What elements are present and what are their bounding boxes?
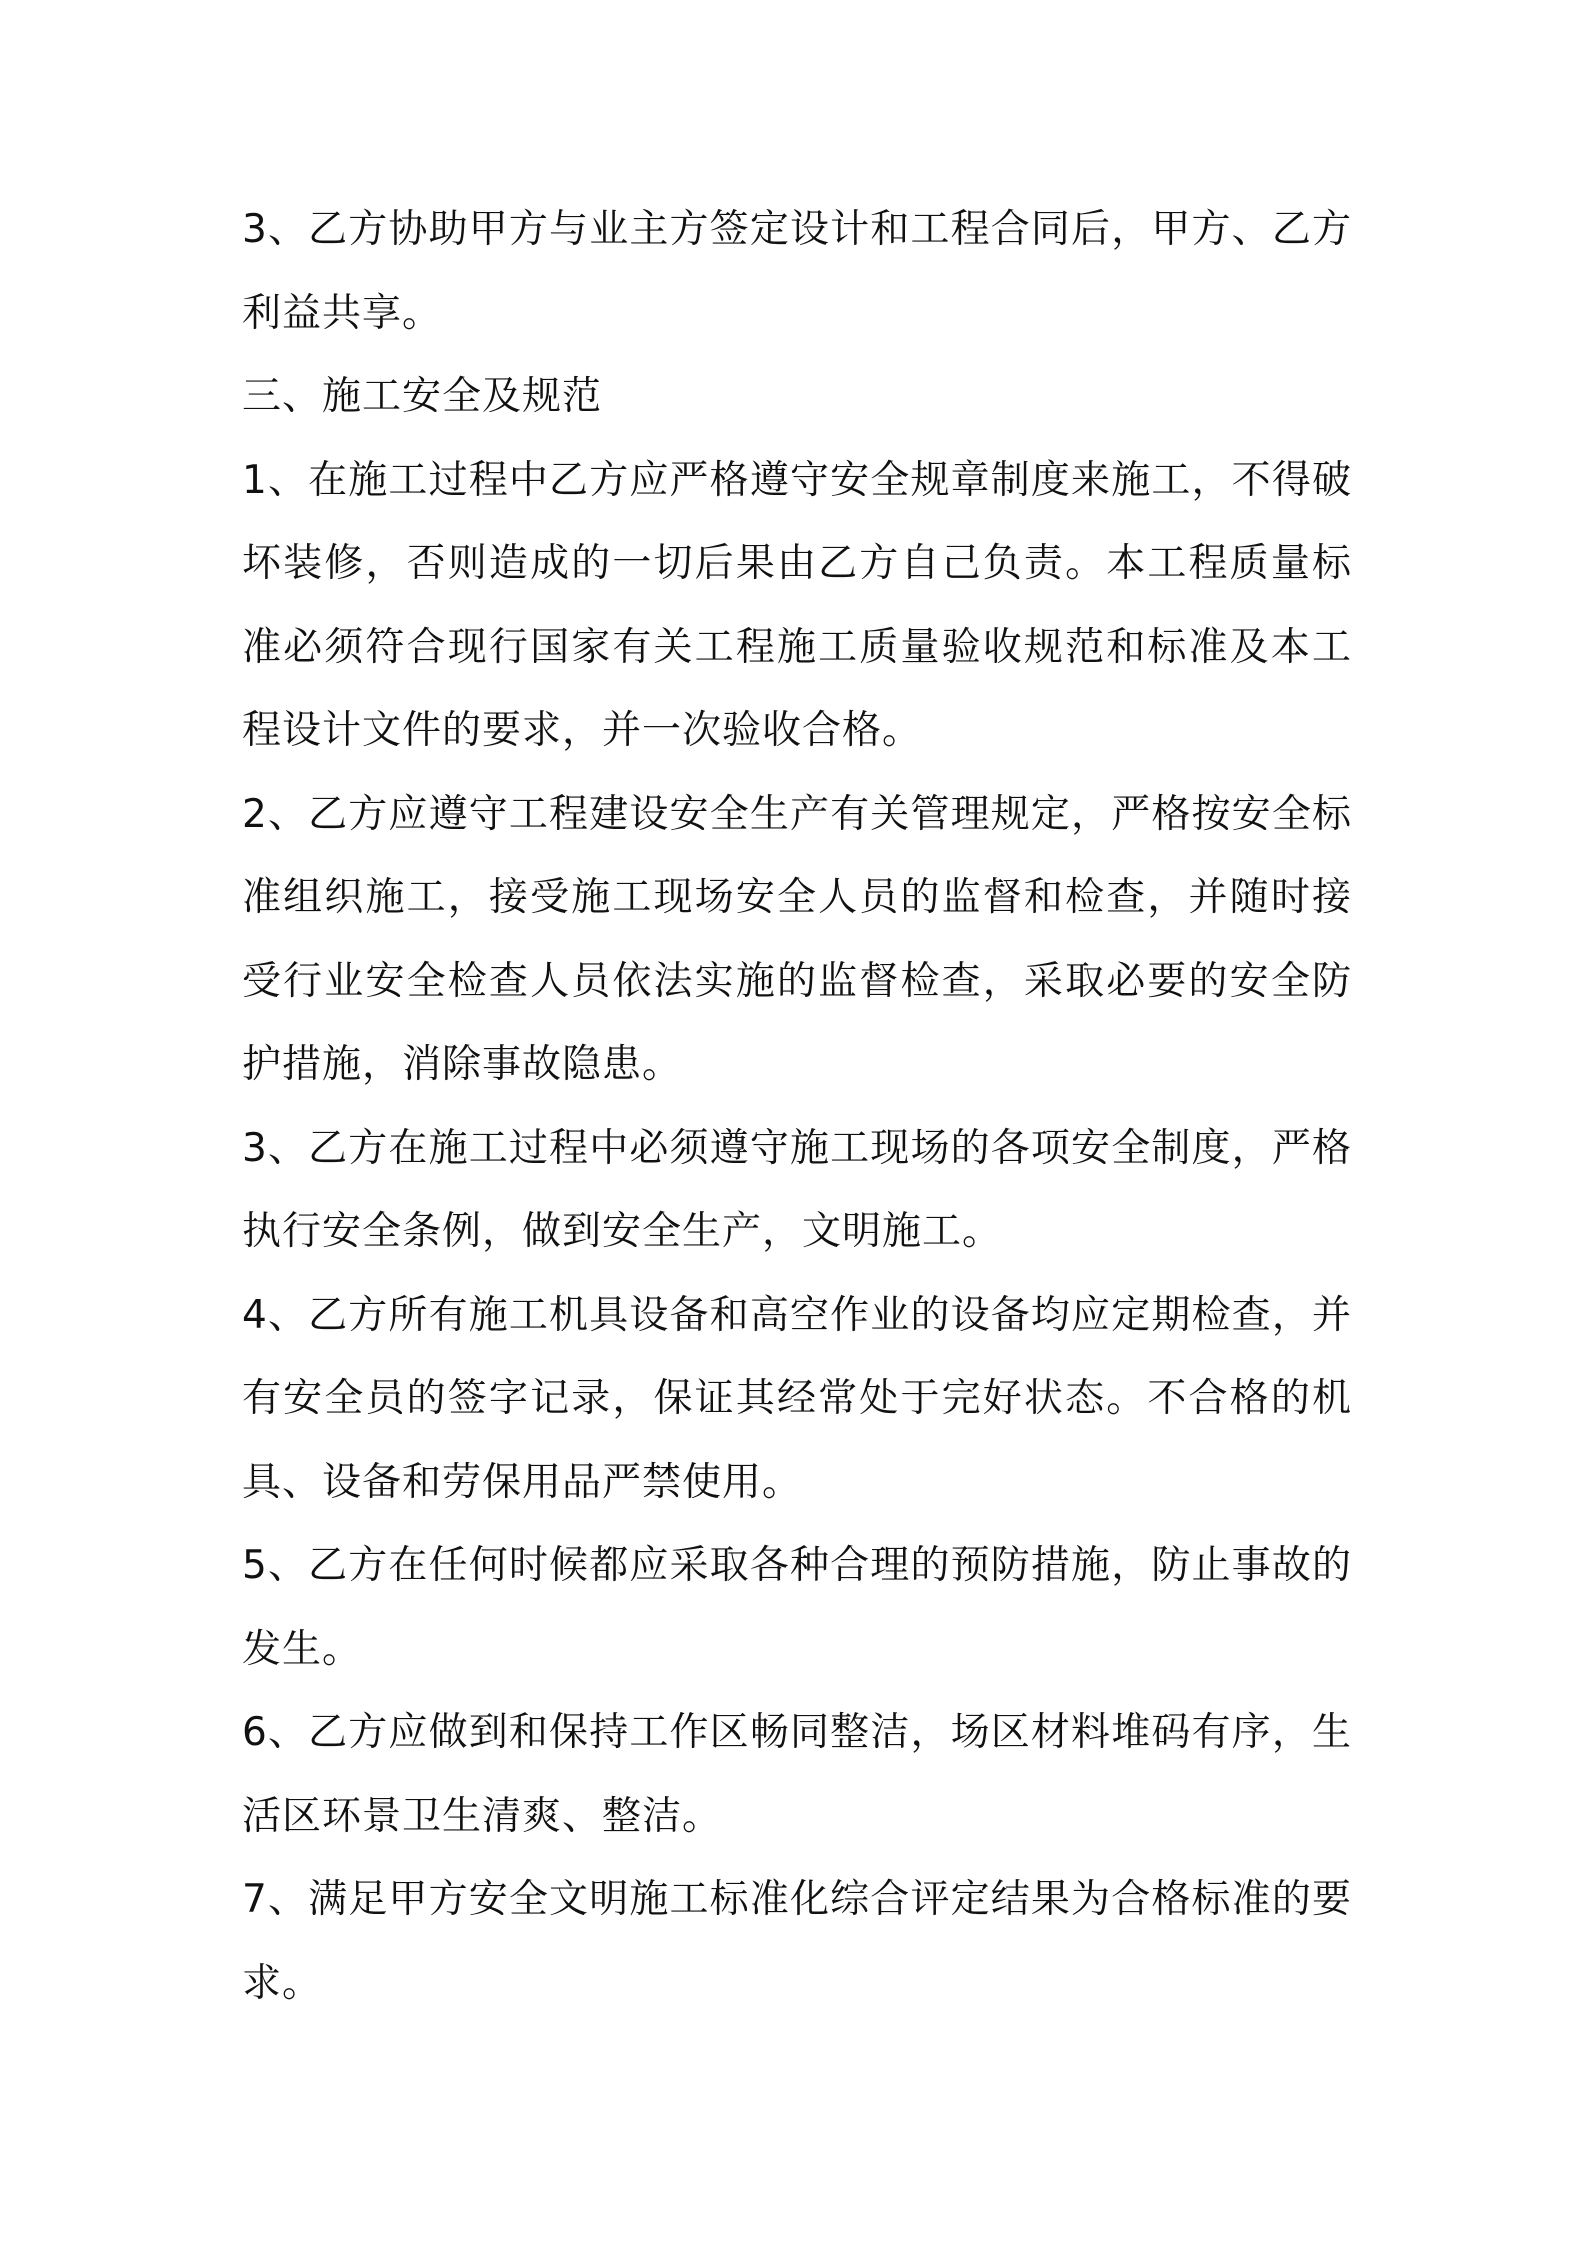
paragraph-safety-2: 2、乙方应遵守工程建设安全生产有关管理规定，严格按安全标准组织施工，接受施工现场安全人员的监督和检查，并随时接受行业安全检查人员依法实施的监督检查，采取必要的安全防护措施，消除事故隐患。 bbox=[242, 791, 1352, 1087]
paragraph-safety-1: 1、在施工过程中乙方应严格遵守安全规章制度来施工，不得破坏装修，否则造成的一切后果由乙方自己负责。本工程质量标准必须符合现行国家有关工程施工质量验收规范和标准及本工程设计文件的要求，并一次验收合格。 bbox=[242, 457, 1352, 753]
paragraph-safety-4: 4、乙方所有施工机具设备和高空作业的设备均应定期检查，并有安全员的签字记录，保证其经常处于完好状态。不合格的机具、设备和劳保用品严禁使用。 bbox=[242, 1292, 1352, 1505]
paragraph-clause-3-benefit: 3、乙方协助甲方与业主方签定设计和工程合同后，甲方、乙方利益共享。 bbox=[242, 207, 1352, 336]
paragraph-safety-5: 5、乙方在任何时候都应采取各种合理的预防措施，防止事故的发生。 bbox=[242, 1543, 1352, 1672]
paragraph-safety-7: 7、满足甲方安全文明施工标准化综合评定结果为合格标准的要求。 bbox=[242, 1877, 1352, 2006]
paragraph-safety-6: 6、乙方应做到和保持工作区畅同整洁，场区材料堆码有序，生活区环景卫生清爽、整洁。 bbox=[242, 1710, 1352, 1839]
paragraph-safety-3: 3、乙方在施工过程中必须遵守施工现场的各项安全制度，严格执行安全条例，做到安全生产，文明施工。 bbox=[242, 1125, 1352, 1254]
document-body bbox=[242, 188, 1352, 2025]
section-heading-safety: 三、施工安全及规范 bbox=[242, 374, 603, 419]
